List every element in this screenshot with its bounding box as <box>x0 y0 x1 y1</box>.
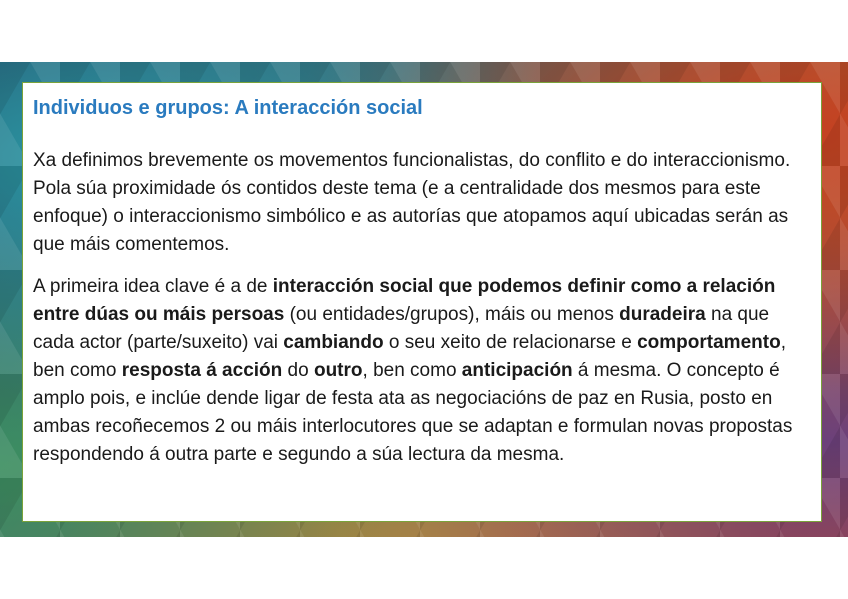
paragraph-intro: Xa definimos brevemente os movementos funcionalistas, do conflito e do interaccionismo. Pola súa proximidade ós contidos deste tema (e a centralidade dos mesmos para este enfoque) o interaccionismo simbólico e as autorías que atopamos aquí ubicadas serán as que máis comentemos. <box>33 150 791 255</box>
bold-segment: duradeira <box>619 304 706 325</box>
bold-segment: outro <box>313 360 363 381</box>
slide <box>0 62 848 537</box>
text-segment: A primeira idea clave é a de <box>33 276 273 297</box>
text-segment: , ben como <box>362 360 462 381</box>
bold-segment: cambiando <box>283 332 384 353</box>
text-segment: , ben como <box>33 332 786 381</box>
bold-segment: anticipación <box>461 360 573 381</box>
text-segment: na que cada actor (parte/suxeito) vai <box>33 304 770 353</box>
content-box <box>22 82 822 522</box>
text-segment: o seu xeito de relacionarse e <box>383 332 638 353</box>
text-segment: á mesma. O concepto é amplo pois, e inclúe dende ligar de festa ata as negociacións de paz en Rusia, posto en ambas recoñecemos 2 ou máis interlocutores que se adaptan e formulan novas propostas respondendo á outra parte e segundo a súa lectura da mesma. <box>33 360 793 465</box>
bold-segment: comportamento <box>637 332 781 353</box>
bold-segment: interacción social que podemos definir como a relación entre dúas ou máis persoas <box>33 276 776 325</box>
bold-segment: resposta á acción <box>121 360 283 381</box>
slide-title: Individuos e grupos: A interacción social <box>33 97 423 119</box>
text-segment: (ou entidades/grupos), máis ou menos <box>284 304 620 325</box>
paragraph-definition <box>33 273 811 469</box>
text-segment: do <box>282 360 314 381</box>
